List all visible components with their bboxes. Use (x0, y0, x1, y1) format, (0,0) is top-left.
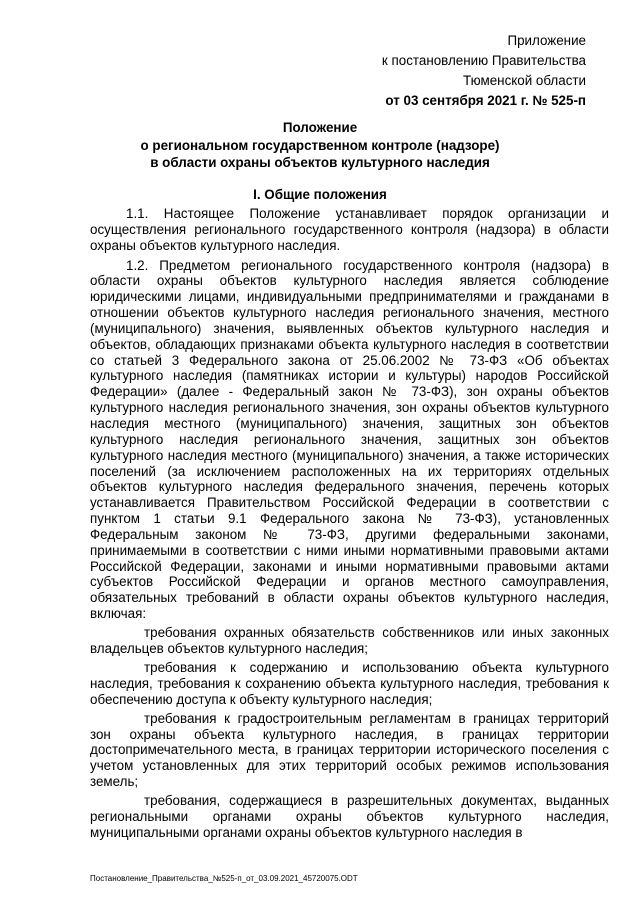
paragraph-1-2: 1.2. Предметом регионального государственного контроля (надзора) в области охраны объектов культурного наследия является соблюдение юридическими лицами, индивидуальными предпринимателями и гражданами в отношении объектов культурного наследия регионального значения, местного (муниципального) значения, выявленных объектов культурного наследия и объектов, обладающих признаками объекта культурного наследия в соответствии со статьей 3 Федерального закона от 25.06.2002 № 73-ФЗ «Об объектах культурного наследия (памятниках истории и культуры) народов Российской Федерации» (далее - Федеральный закон № 73-ФЗ), зон охраны объектов культурного наследия регионального значения, зон охраны объектов культурного наследия местного (муниципального) значения, защитных зон объектов культурного наследия регионального значения, защитных зон объектов культурного наследия местного (муниципального) значения, а также исторических поселений (за исключением расположенных на их территориях отдельных объектов культурного наследия федерального значения, перечень которых устанавливается Правительством Российской Федерации в соответствии с пунктом 1 статьи 9.1 Федерального закона № 73-ФЗ), установленных Федеральным законом № 73-ФЗ, другими федеральными законами, принимаемыми в соответствии с ними иными нормативными правовыми актами Российской Федерации, законами и иными нормативными правовыми актами субъектов Российской Федерации и органов местного самоуправления, обязательных требований в области охраны объектов культурного наследия, включая: (90, 257, 609, 622)
title-line-1: Положение (282, 120, 358, 135)
appendix-header (286, 31, 586, 111)
list-item: требования охранных обязательств собственников или иных законных владельцев объектов культурного наследия; (90, 625, 609, 656)
appendix-label: Приложение (507, 33, 586, 48)
appendix-date-number: от 03 сентября 2021 г. № 525-п (385, 93, 586, 108)
title-line-2: о региональном государственном контроле (надзоре) (140, 137, 500, 153)
list-item: требования, содержащиеся в разрешительных документах, выданных региональными органами охраны объектов культурного наследия, муниципальными органами охраны объектов культурного наследия в (90, 793, 609, 840)
appendix-resolution: к постановлению Правительства (381, 53, 586, 68)
list-item: требования к градостроительным регламентам в границах территорий зон охраны объекта культурного наследия, в границах территории достопримечательного места, в границах территории исторического поселения с учетом установленных для этих территорий особых режимов использования земель; (90, 710, 609, 790)
section-heading: I. Общие положения (253, 187, 387, 202)
document-body (90, 206, 609, 841)
appendix-region: Тюменской области (463, 73, 586, 88)
paragraph-1-1: 1.1. Настоящее Положение устанавливает порядок организации и осуществления регионального государственного контроля (надзора) в области охраны объектов культурного наследия. (90, 206, 609, 253)
list-item: требования к содержанию и использованию объекта культурного наследия, требования к сохранению объекта культурного наследия, требования к обеспечению доступа к объекту культурного наследия; (90, 660, 609, 707)
document-title (90, 119, 550, 172)
file-name-footer: Постановление_Правительства_№525-п_от_03.09.2021_45720075.ODT (90, 874, 358, 883)
title-line-3: в области охраны объектов культурного наследия (150, 155, 490, 170)
